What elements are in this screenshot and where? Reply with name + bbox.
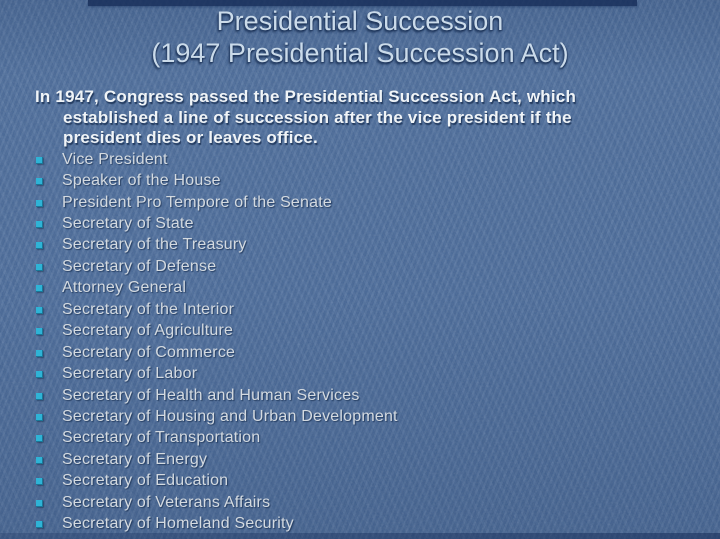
list-item-label: President Pro Tempore of the Senate <box>62 193 332 211</box>
intro-line: established a line of succession after the vice president if the <box>63 107 572 127</box>
list-item <box>36 406 712 427</box>
list-item <box>36 342 712 363</box>
list-item-label: Secretary of Labor <box>62 365 198 383</box>
list-item <box>36 278 712 299</box>
bullet-square-icon <box>36 393 43 400</box>
bullet-square-icon <box>36 242 43 249</box>
bullet-square-icon <box>36 264 43 271</box>
list-item <box>36 256 712 277</box>
list-item-label: Secretary of State <box>62 215 194 233</box>
bullet-square-icon <box>36 521 43 528</box>
bullet-square-icon <box>36 285 43 292</box>
list-item-label: Secretary of Health and Human Services <box>62 386 360 404</box>
list-item-label: Attorney General <box>62 279 187 297</box>
bullet-square-icon <box>36 328 43 335</box>
bullet-square-icon <box>36 500 43 507</box>
bullet-square-icon <box>36 307 43 314</box>
succession-list <box>36 149 712 535</box>
list-item <box>36 363 712 384</box>
bullet-square-icon <box>36 435 43 442</box>
list-item <box>36 492 712 513</box>
bullet-square-icon <box>36 157 43 164</box>
bullet-square-icon <box>36 371 43 378</box>
list-item-label: Secretary of Homeland Security <box>62 515 294 533</box>
intro-paragraph <box>35 87 698 149</box>
list-item-label: Secretary of Education <box>62 472 229 490</box>
list-item <box>36 385 712 406</box>
list-item <box>36 471 712 492</box>
bullet-square-icon <box>36 414 43 421</box>
list-item <box>36 213 712 234</box>
slide-title-line2: (1947 Presidential Succession Act) <box>151 38 569 68</box>
list-item-label: Secretary of Housing and Urban Development <box>62 407 398 425</box>
list-item <box>36 170 712 191</box>
bullet-square-icon <box>36 221 43 228</box>
list-item-label: Secretary of the Interior <box>62 300 235 318</box>
list-item-label: Secretary of the Treasury <box>62 236 247 254</box>
bullet-square-icon <box>36 457 43 464</box>
list-item-label: Secretary of Transportation <box>62 429 261 447</box>
intro-line: president dies or leaves office. <box>63 128 318 147</box>
list-item-label: Secretary of Commerce <box>62 343 236 361</box>
list-item <box>36 428 712 449</box>
bullet-square-icon <box>36 478 43 485</box>
intro-line: In 1947, Congress passed the Presidential Succession Act, which <box>35 87 577 106</box>
list-item <box>36 513 712 534</box>
list-item-label: Secretary of Energy <box>62 450 208 468</box>
list-item <box>36 192 712 213</box>
slide-title-line1: Presidential Succession <box>216 6 504 36</box>
list-item <box>36 449 712 470</box>
list-item-label: Speaker of the House <box>62 172 221 190</box>
list-item <box>36 299 712 320</box>
list-item-label: Vice President <box>62 150 168 168</box>
bullet-square-icon <box>36 200 43 207</box>
slide-title <box>0 5 720 69</box>
list-item <box>36 235 712 256</box>
bullet-square-icon <box>36 350 43 357</box>
list-item-label: Secretary of Veterans Affairs <box>62 493 271 511</box>
list-item <box>36 321 712 342</box>
list-item <box>36 149 712 170</box>
list-item-label: Secretary of Agriculture <box>62 322 234 340</box>
bullet-square-icon <box>36 178 43 185</box>
list-item-label: Secretary of Defense <box>62 257 217 275</box>
